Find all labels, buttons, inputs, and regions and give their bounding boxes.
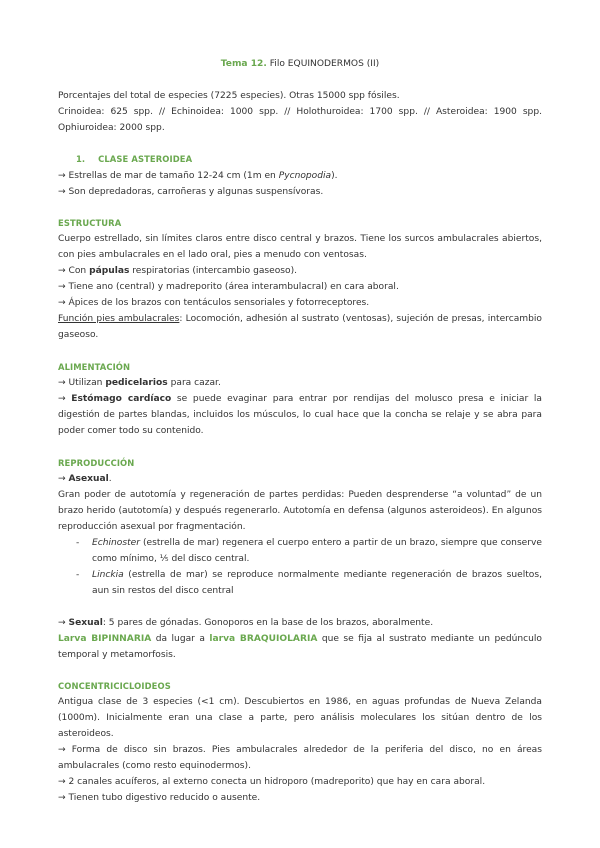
clase-number: 1. <box>76 154 86 164</box>
bullet-line <box>58 391 542 439</box>
asexual-line <box>58 471 542 487</box>
arrow: → <box>58 474 69 484</box>
underlined-label: Función pies ambulacrales <box>58 314 180 324</box>
estructura-section <box>58 215 542 343</box>
arrow: → <box>58 618 69 628</box>
larva-term: larva BRAQUIOLARIA <box>209 634 318 644</box>
genus-name: Pycnopodia <box>278 171 332 181</box>
dash-marker: - <box>76 570 80 580</box>
bullet-text: respiratorias (intercambio gaseoso). <box>129 266 298 276</box>
title-number: Tema 12. <box>220 59 267 69</box>
genus-name: Linckia <box>92 570 124 580</box>
bullet-line: → Tienen tubo digestivo reducido o ausente. <box>58 793 261 803</box>
function-line <box>58 311 542 343</box>
bullet-line: → Forma de disco sin brazos. Pies ambulacrales alrededor de la periferia del disco, no en áreas ambulacrales (como resto equinodermos). <box>58 745 542 771</box>
item-text: (estrella de mar) regenera el cuerpo entero a partir de un brazo, siempre que conserve como mínimo, ⅕ del disco central. <box>92 538 542 564</box>
bullet-text: → Estrellas de mar de tamaño 12-24 cm (1m en <box>58 171 279 181</box>
sexual-line <box>58 615 542 631</box>
clase-asteroidea-section <box>58 151 542 200</box>
reproduccion-heading: REPRODUCCIÓN <box>58 458 135 468</box>
bullet-text: → Utilizan <box>58 378 106 388</box>
bold-term: Estómago cardíaco <box>71 394 172 404</box>
larva-text: que se fija al sustrato mediante un pedúnculo temporal y metamorfosis. <box>58 634 542 660</box>
concentricicloideos-section <box>58 678 542 806</box>
bullet-text: ). <box>331 171 338 181</box>
larva-text: da lugar a <box>151 634 210 644</box>
item-text: (estrella de mar) se reproduce normalmente mediante regeneración de brazos sueltos, aun sin restos del disco central <box>92 570 542 596</box>
intro-line: Ophiuroidea: 2000 spp. <box>58 123 165 133</box>
bullet-line: → Ápices de los brazos con tentáculos sensoriales y fotorreceptores. <box>58 298 370 308</box>
bullet-line <box>58 168 542 184</box>
bullet-line: → 2 canales acuíferos, al externo conecta un hidroporo (madreporito) que hay en cara aboral. <box>58 777 486 787</box>
bold-term: Asexual <box>68 474 109 484</box>
estructura-heading: ESTRUCTURA <box>58 218 122 228</box>
bullet-text: se puede evaginar para entrar por rendijas del molusco presa e iniciar la digestión de partes blandas, incluidos los músculos, lo cual hace que la concha se relaje y se abra para poder comer todo su contenido. <box>58 394 542 436</box>
dash-marker: - <box>76 538 80 548</box>
bullet-text: → Con <box>58 266 90 276</box>
clase-heading-row <box>58 151 542 168</box>
genus-name: Echinoster <box>92 538 140 548</box>
paragraph: Antigua clase de 3 especies (<1 cm). Descubiertos en 1986, en aguas profundas de Nueva Zelanda (1000m). Inicialmente eran una clase a parte, pero análisis moleculares los sitúan dentro de los asteroideos. <box>58 697 542 739</box>
bullet-line: → Son depredadoras, carroñeras y algunas suspensívoras. <box>58 187 324 197</box>
intro-line: Porcentajes del total de especies (7225 especies). Otras 15000 spp fósiles. <box>58 91 400 101</box>
bullet-text: → <box>58 394 72 404</box>
dash-list-item <box>58 567 542 599</box>
paragraph: Gran poder de autotomía y regeneración de partes perdidas: Pueden desprenderse “a voluntad” de un brazo herido (autotomía) y después regenerarlo. Autotomía en defensa (algunos asteroideos). En algunos reproducción asexual por fragmentación. <box>58 490 542 532</box>
alimentacion-heading: ALIMENTACIÓN <box>58 362 131 372</box>
clase-heading: CLASE ASTEROIDEA <box>98 154 193 164</box>
bullet-line: → Tiene ano (central) y madreporito (área interambulacral) en cara aboral. <box>58 282 399 292</box>
reproduccion-section <box>58 455 542 663</box>
page-title <box>0 56 600 72</box>
alimentacion-section <box>58 359 542 439</box>
bold-term: Sexual <box>68 618 103 628</box>
bullet-text: para cazar. <box>167 378 221 388</box>
title-text: Filo EQUINODERMOS (II) <box>266 59 380 69</box>
bullet-line <box>58 263 542 279</box>
concentricicloideos-heading: CONCENTRICICLOIDEOS <box>58 681 171 691</box>
function-text: : Locomoción, adhesión al sustrato (ventosas), sujeción de presas, intercambio gaseoso. <box>58 314 542 340</box>
bold-term: pápulas <box>89 266 130 276</box>
bold-term: pedicelarios <box>105 378 168 388</box>
intro-section <box>58 88 542 136</box>
punctuation: . <box>108 474 112 484</box>
intro-line: Crinoidea: 625 spp. // Echinoidea: 1000 spp. // Holothuroidea: 1700 spp. // Asteroidea: 1900 spp. <box>58 107 542 117</box>
bullet-line <box>58 375 542 391</box>
dash-list-item <box>58 535 542 567</box>
paragraph: Cuerpo estrellado, sin límites claros entre disco central y brazos. Tiene los surcos ambulacrales abiertos, con pies ambulacrales en el lado oral, pies a menudo con ventosas. <box>58 234 542 260</box>
larva-term: Larva BIPINNARIA <box>58 634 152 644</box>
larva-line <box>58 631 542 663</box>
sexual-text: : 5 pares de gónadas. Gonoporos en la base de los brazos, aboralmente. <box>102 618 434 628</box>
